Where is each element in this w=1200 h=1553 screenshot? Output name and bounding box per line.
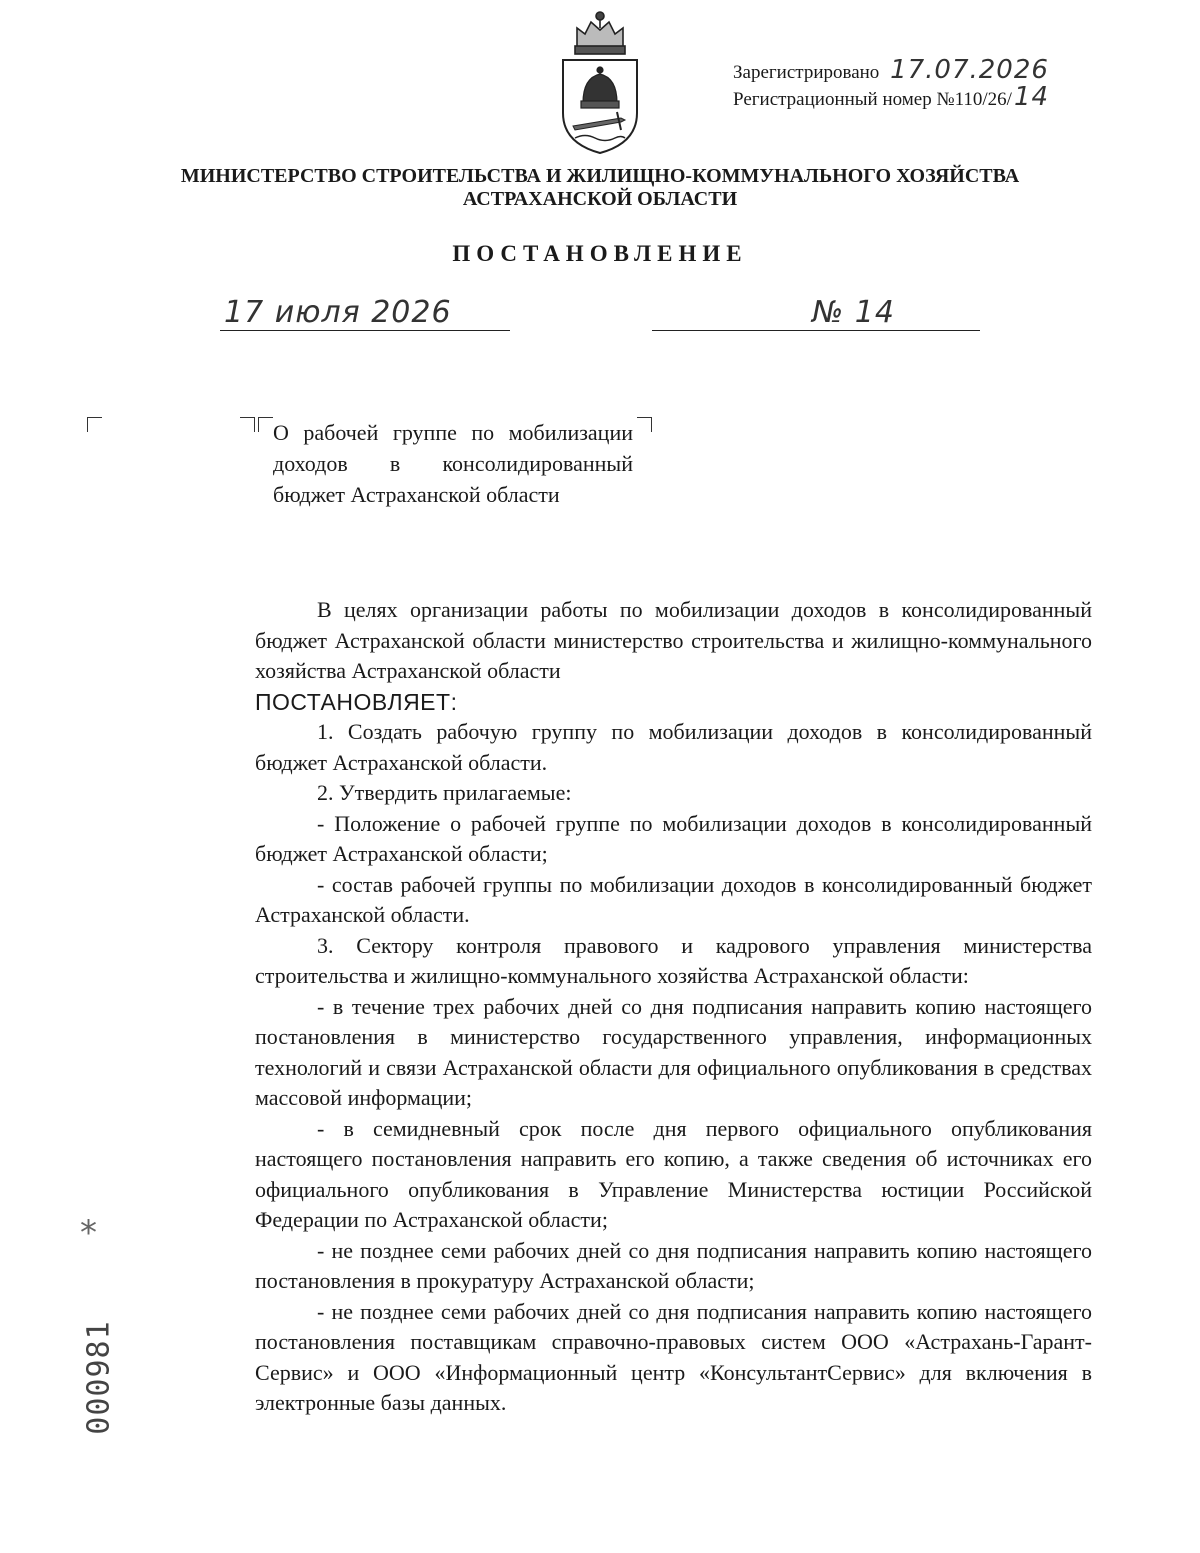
paragraph-3c: - не позднее семи рабочих дней со дня подписания направить копию настоящего постановления в прокуратуру Астраханской области; xyxy=(255,1237,1092,1293)
registration-number-label: Регистрационный номер №110/26/ xyxy=(733,89,1012,110)
intro-paragraph: В целях организации работы по мобилизации доходов в консолидированный бюджет Астраханской области министерство строительства и жилищно-коммунального хозяйства Астраханской области xyxy=(255,597,1092,683)
decree-number: № 14 xyxy=(812,295,895,330)
registration-block xyxy=(733,55,1050,112)
ministry-title-line1: МИНИСТЕРСТВО СТРОИТЕЛЬСТВА И ЖИЛИЩНО-КОММУНАЛЬНОГО ХОЗЯЙСТВА xyxy=(180,165,1020,187)
corner-mark-subject-open-a xyxy=(240,417,255,432)
paragraph-1: 1. Создать рабочую группу по мобилизации доходов в консолидированный бюджет Астраханской области. xyxy=(255,719,1092,775)
ministry-title xyxy=(100,165,1100,211)
paragraph-2: 2. Утвердить прилагаемые: xyxy=(317,780,572,805)
corner-mark-subject-open-b xyxy=(258,417,273,432)
decree-word: ПОСТАНОВЛЯЕТ: xyxy=(255,688,458,715)
registration-date: 17.07.2026 xyxy=(890,55,1049,85)
paragraph-3b: - в семидневный срок после дня первого официального опубликования настоящего постановления направить его копию, а также сведения об источниках его официального опубликования в Управление Министерства юстиции Российской Федерации по Астраханской области; xyxy=(255,1115,1092,1232)
decree-body xyxy=(255,595,1092,1419)
decree-subject: О рабочей группе по мобилизации доходов в консолидированный бюджет Астраханской области xyxy=(273,420,633,507)
paragraph-3d: - не позднее семи рабочих дней со дня подписания направить копию настоящего постановления поставщикам справочно-правовых систем ООО «Астрахань-Гарант-Сервис» и ООО «Информационный центр «КонсультантСервис» для включения в электронные базы данных. xyxy=(255,1298,1092,1415)
corner-mark-left xyxy=(87,417,102,432)
margin-stamp-number: 000981 xyxy=(81,1320,117,1435)
corner-mark-subject-close xyxy=(637,417,652,432)
paragraph-3: 3. Сектору контроля правового и кадрового управления министерства строительства и жилищно-коммунального хозяйства Астраханской области: xyxy=(255,932,1092,988)
paragraph-3a: - в течение трех рабочих дней со дня подписания направить копию настоящего постановления в министерство государственного управления, информационных технологий и связи Астраханской области для официального опубликования в средствах массовой информации; xyxy=(255,993,1092,1110)
decree-date: 17 июля 2026 xyxy=(224,295,452,330)
decree-date-field xyxy=(220,296,510,331)
registration-number: 14 xyxy=(1013,82,1050,112)
registration-label: Зарегистрировано xyxy=(733,62,880,83)
paragraph-2a: - Положение о рабочей группе по мобилизации доходов в консолидированный бюджет Астраханской области; xyxy=(255,810,1092,866)
coat-of-arms-icon xyxy=(555,8,645,158)
paragraph-2b: - состав рабочей группы по мобилизации доходов в консолидированный бюджет Астраханской области. xyxy=(255,871,1092,927)
margin-mark: * xyxy=(80,1213,97,1253)
decree-number-field xyxy=(652,296,980,331)
ministry-title-line2: АСТРАХАНСКОЙ ОБЛАСТИ xyxy=(462,188,738,210)
document-type: ПОСТАНОВЛЕНИЕ xyxy=(452,241,748,266)
